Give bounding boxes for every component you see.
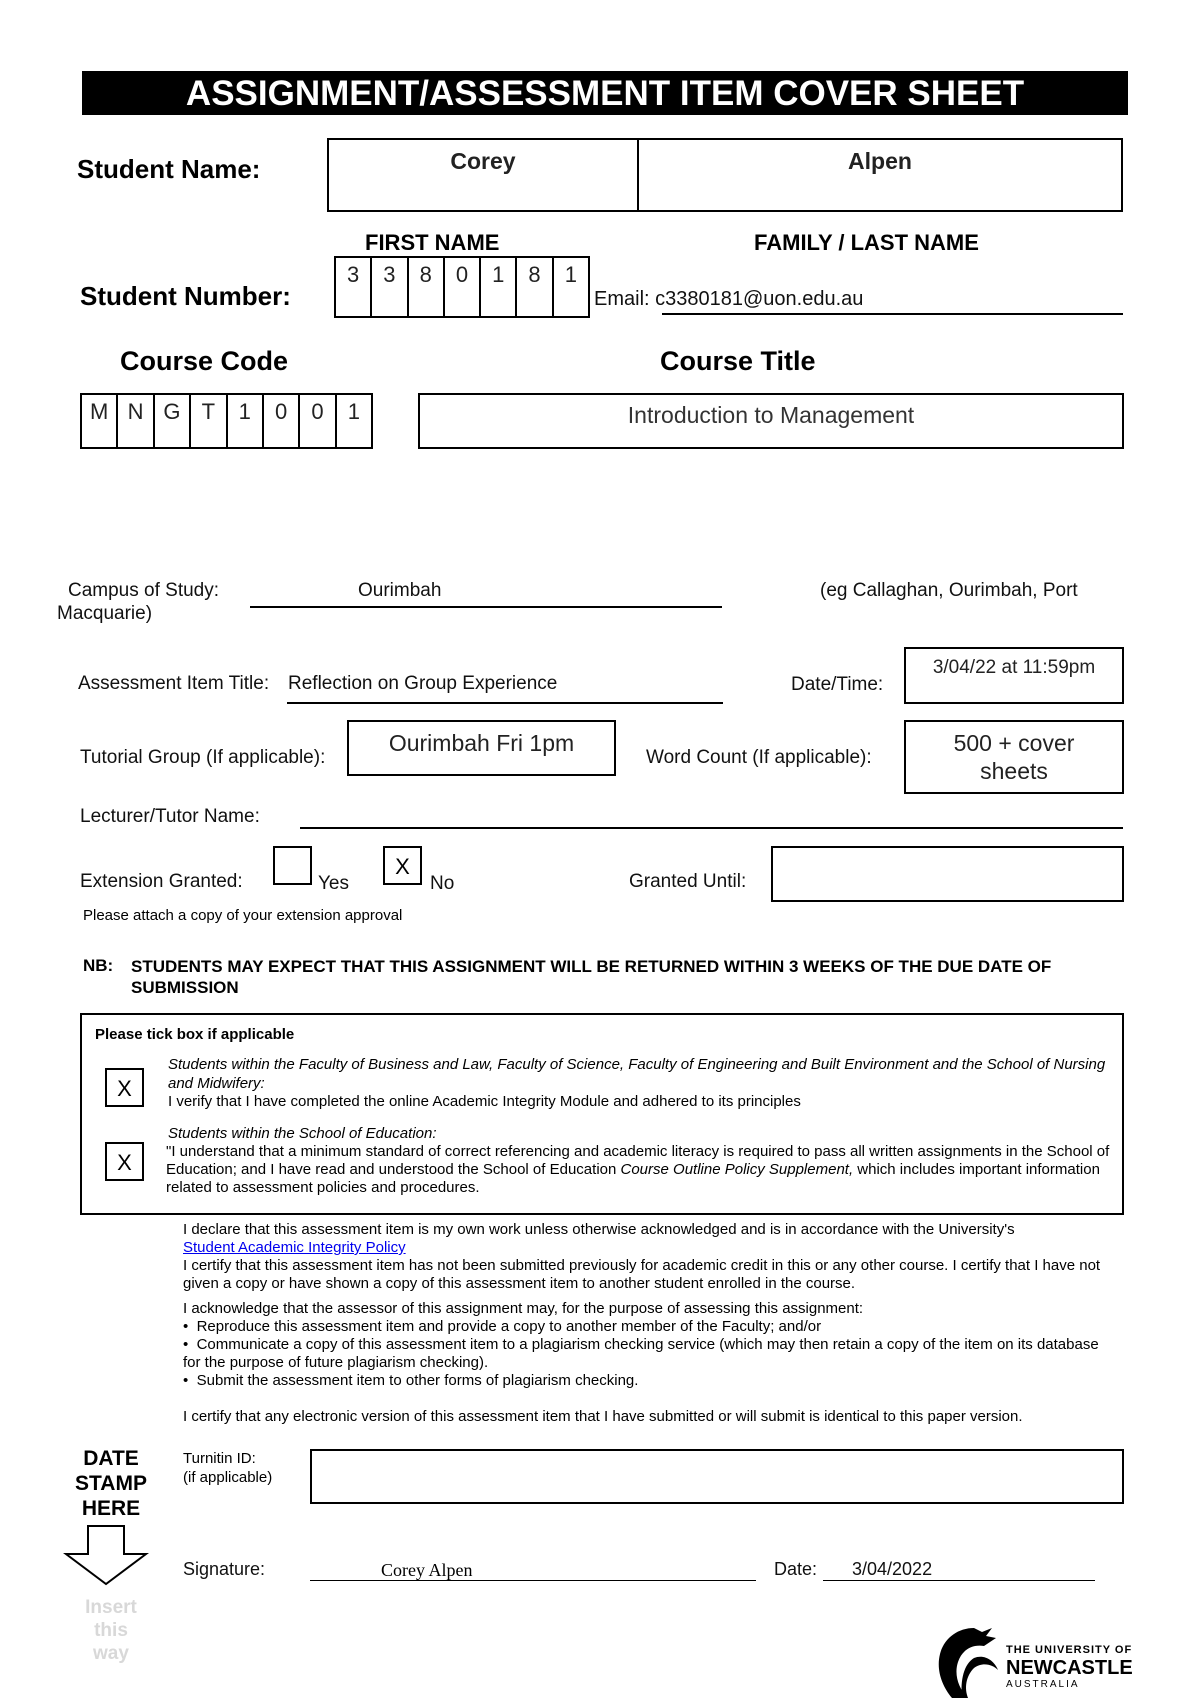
word-count-label: Word Count (If applicable): [646, 747, 872, 768]
digit-cell: 0 [445, 258, 481, 316]
student-number-field[interactable] [334, 256, 590, 318]
lecturer-field[interactable] [300, 827, 1123, 829]
date-time-label: Date/Time: [791, 674, 884, 695]
assessment-title-underline [287, 702, 723, 704]
integrity-module-statement: I verify that I have completed the online Academic Integrity Module and adhered to its principles [168, 1093, 801, 1110]
notice-text: STUDENTS MAY EXPECT THAT THIS ASSIGNMENT WILL BE RETURNED WITHIN 3 WEEKS OF THE DUE DATE OF SUBMISSION [131, 957, 1052, 997]
education-text-2: which includes important information related to assessment policies and procedures. [166, 1161, 1100, 1196]
digit-cell: 1 [481, 258, 517, 316]
policy-supplement-title: Course Outline Policy Supplement, [620, 1161, 854, 1178]
page-title: ASSIGNMENT/ASSESSMENT ITEM COVER SHEET [185, 74, 1025, 113]
tutorial-group-value: Ourimbah Fri 1pm [388, 730, 575, 756]
turnitin-id-field[interactable] [310, 1449, 1124, 1504]
granted-until-label: Granted Until: [629, 871, 747, 892]
digit-cell: 3 [336, 258, 372, 316]
student-name-label: Student Name: [77, 154, 261, 184]
extension-yes-label: Yes [318, 873, 349, 894]
digit-cell: 8 [409, 258, 445, 316]
campus-underline [250, 606, 722, 608]
notice-prefix: NB: [83, 956, 114, 975]
extension-no-checkbox[interactable]: X [383, 846, 422, 885]
declaration-text [183, 1221, 1108, 1426]
granted-until-field[interactable] [771, 846, 1124, 902]
course-code-label: Course Code [120, 346, 289, 376]
code-cell: N [118, 395, 154, 447]
signature-value[interactable]: Corey Alpen [381, 1560, 473, 1580]
signature-date-value[interactable]: 3/04/2022 [852, 1559, 933, 1579]
declaration-bullet: • Reproduce this assessment item and provide a copy to another member of the Faculty; and/or [183, 1318, 822, 1335]
education-statement [166, 1143, 1111, 1197]
first-name-caption: FIRST NAME [365, 230, 500, 255]
campus-hint: (eg Callaghan, Ourimbah, Port [820, 580, 1078, 601]
insert-this-way: Insert this way [85, 1597, 137, 1664]
signature-line [310, 1580, 756, 1581]
integrity-policy-link[interactable]: Student Academic Integrity Policy [183, 1239, 406, 1256]
integrity-module-faculties-text: Students within the Faculty of Business and Law, Faculty of Science, Faculty of Engineering and Built Environment and the School of Nursing and Midwifery: [168, 1056, 1106, 1092]
campus-label: Campus of Study: [68, 580, 220, 601]
integrity-module-faculties [168, 1055, 1108, 1093]
declaration-bullet: • Communicate a copy of this assessment item to a plagiarism checking service (which may then retain a copy of the item on its database for the purpose of future plagiarism checking). [183, 1336, 1099, 1371]
student-number-label: Student Number: [80, 281, 291, 311]
education-checkbox[interactable]: X [105, 1142, 144, 1181]
extension-yes-checkbox[interactable] [273, 846, 312, 885]
digit-cell: 3 [372, 258, 408, 316]
code-cell: 1 [228, 395, 264, 447]
turnitin-label: Turnitin ID: (if applicable) [183, 1450, 273, 1486]
date-stamp-label: DATE STAMP HERE [75, 1447, 147, 1520]
education-text-1: "I understand that a minimum standard of correct referencing and academic literacy is required to pass all written assignments in the School of Education; and I have read and understood the School of Education [166, 1143, 1110, 1178]
extension-no-label: No [430, 873, 455, 894]
declaration-p3: I acknowledge that the assessor of this assignment may, for the purpose of assessing this assignment: [183, 1300, 864, 1317]
tick-box-heading: Please tick box if applicable [95, 1026, 295, 1043]
tutorial-group-label: Tutorial Group (If applicable): [80, 747, 326, 768]
code-cell: M [82, 395, 118, 447]
code-cell: 0 [264, 395, 300, 447]
digit-cell: 8 [517, 258, 553, 316]
assessment-title-value[interactable]: Reflection on Group Experience [288, 673, 558, 694]
last-name-field[interactable]: Alpen [848, 148, 912, 174]
declaration-p1: I declare that this assessment item is my own work unless otherwise acknowledged and is in accordance with the University's [183, 1221, 1015, 1238]
declaration-p2: I certify that this assessment item has not been submitted previously for academic credit in this or any other course. I certify that I have not given a copy or have shown a copy of this assessment item to another student enrolled in the course. [183, 1257, 1101, 1292]
digit-cell: 1 [564, 262, 577, 287]
lecturer-label: Lecturer/Tutor Name: [80, 806, 260, 827]
signature-label: Signature: [183, 1559, 266, 1579]
first-name-field[interactable]: Corey [450, 148, 516, 174]
down-arrow-icon [62, 1524, 150, 1586]
university-logo-text: THE UNIVERSITY OF NEWCASTLE AUSTRALIA [1006, 1644, 1133, 1690]
campus-value[interactable]: Ourimbah [358, 580, 442, 601]
email-field[interactable]: Email: c3380181@uon.edu.au [594, 288, 864, 310]
integrity-module-checkbox[interactable]: X [105, 1068, 144, 1107]
code-cell: 0 [300, 395, 336, 447]
course-title-value: Introduction to Management [627, 402, 915, 428]
date-time-value: 3/04/22 at 11:59pm [932, 657, 1096, 678]
code-cell: G [155, 395, 191, 447]
word-count-value: 500 + cover sheets [953, 730, 1075, 784]
code-cell: T [191, 395, 227, 447]
last-name-caption: FAMILY / LAST NAME [754, 230, 979, 255]
education-heading: Students within the School of Education: [168, 1125, 437, 1142]
signature-date-label: Date: [774, 1559, 818, 1579]
campus-hint-cont: Macquarie) [57, 603, 153, 624]
extension-attach-note: Please attach a copy of your extension approval [83, 907, 403, 924]
course-code-field[interactable] [80, 393, 373, 449]
university-crest-icon [928, 1624, 1008, 1698]
assessment-title-label: Assessment Item Title: [78, 673, 270, 694]
signature-date-line [823, 1580, 1095, 1581]
declaration-bullet: • Submit the assessment item to other forms of plagiarism checking. [183, 1372, 639, 1389]
code-cell: 1 [347, 399, 360, 424]
course-title-label: Course Title [660, 346, 816, 376]
extension-label: Extension Granted: [80, 871, 243, 892]
declaration-p4: I certify that any electronic version of this assessment item that I have submitted or will submit is identical to this paper version. [183, 1408, 1023, 1425]
email-underline [662, 313, 1123, 315]
